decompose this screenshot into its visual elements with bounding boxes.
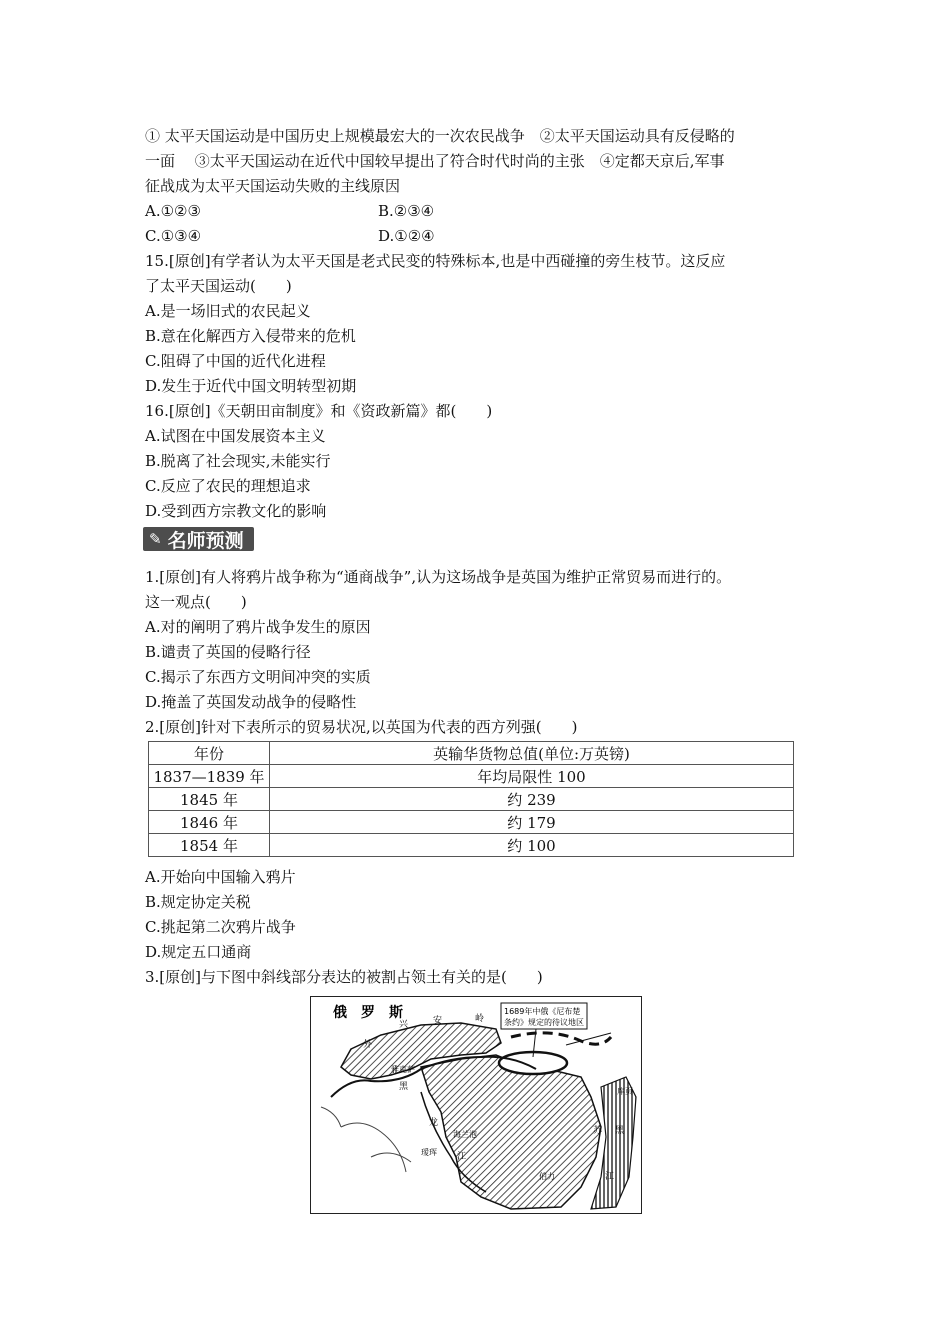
p2-option-a[interactable]: A.开始向中国输入鸦片 [145,868,296,886]
p2-option-b[interactable]: B.规定协定关税 [145,893,251,911]
p3-stem: 3.[原创]与下图中斜线部分表达的被割占领土有关的是( ) [145,968,543,986]
q14-options-row [145,199,805,224]
ceded-region-east [421,1055,601,1209]
table-row [149,788,794,811]
p1-stem-line: 1.[原创]有人将鸦片战争称为“通商战争”,认为这场战争是英国为维护正常贸易而进行的。 [145,568,732,586]
map-callout-line1: 1689年中俄《尼布楚 [504,1007,581,1016]
map-title: 俄 罗 斯 [333,1005,403,1021]
trade-table [148,741,794,857]
q16-stem: 16.[原创]《天朝田亩制度》和《资政新篇》都( ) [145,402,493,420]
table-cell-year: 1837—1839 年 [149,765,270,788]
map-label-jiang: 江 [457,1152,467,1162]
table-row [149,765,794,788]
map-label-an: 安 [433,1016,443,1026]
map-graphic [311,997,641,1213]
p1-stem-line: 这一观点( ) [145,593,247,611]
map-label-heijiang: 黑 [615,1126,625,1136]
table-cell-value: 约 179 [270,811,794,834]
map-label-jiang2: 江 [605,1172,615,1182]
document-page [145,124,805,1214]
section-badge-label: 名师预测 [167,529,244,552]
q14-option-d[interactable]: D.①②④ [378,227,435,245]
section-badge [143,527,254,551]
map-label-kuye: 库页 [617,1087,633,1096]
table-header-row [149,742,794,765]
q15-stem-line: 了太平天国运动( ) [145,277,292,295]
q14-option-a[interactable]: A.①②③ [145,202,201,220]
p1-option-c[interactable]: C.揭示了东西方文明间冲突的实质 [145,668,371,686]
map-callout-line2: 条约》规定的待议地区 [504,1018,584,1027]
map-label-ling: 岭 [475,1014,485,1024]
map-label-hei: 黑 [399,1082,409,1092]
q16-option-d[interactable]: D.受到西方宗教文化的影响 [145,502,327,520]
territory-map [310,996,642,1214]
table-row [149,834,794,857]
pencil-ruler-icon: ✎ [149,530,162,548]
q14-option-b[interactable]: B.②③④ [378,202,435,220]
q14-statement-line: 征战成为太平天国运动失败的主线原因 [145,177,401,195]
table-row [149,811,794,834]
q15-option-a[interactable]: A.是一场旧式的农民起义 [145,302,311,320]
table-cell-value: 约 239 [270,788,794,811]
map-label-hailanpao: 海兰泡 [453,1130,477,1139]
q15-option-b[interactable]: B.意在化解西方入侵带来的危机 [145,327,356,345]
p1-option-d[interactable]: D.掩盖了英国发动战争的侵略性 [145,693,357,711]
map-label-yakesa: 雅克萨 [391,1065,415,1074]
map-label-long: 龙 [429,1118,439,1128]
q16-option-c[interactable]: C.反应了农民的理想追求 [145,477,311,495]
table-cell-year: 1846 年 [149,811,270,834]
table-cell-value: 约 100 [270,834,794,857]
p2-option-c[interactable]: C.挑起第二次鸦片战争 [145,918,296,936]
q15-option-c[interactable]: C.阻碍了中国的近代化进程 [145,352,326,370]
p1-option-a[interactable]: A.对的阐明了鸦片战争发生的原因 [145,618,371,636]
table-cell-year: 1845 年 [149,788,270,811]
p2-stem: 2.[原创]针对下表所示的贸易状况,以英国为代表的西方列强( ) [145,718,578,736]
table-header-value: 英输华货物总值(单位:万英镑) [270,742,794,765]
q14-statement-line: ① 太平天国运动是中国历史上规模最宏大的一次农民战争 ②太平天国运动具有反侵略的 [145,127,735,145]
map-label-boli: 伯力 [539,1172,555,1181]
q14-option-c[interactable]: C.①③④ [145,227,202,245]
q15-option-d[interactable]: D.发生于近代中国文明转型初期 [145,377,357,395]
q15-stem-line: 15.[原创]有学者认为太平天国是老式民变的特殊标本,也是中西碰撞的旁生枝节。这反应 [145,252,726,270]
table-header-year: 年份 [149,742,270,765]
map-label-xing: 兴 [399,1020,409,1030]
p1-option-b[interactable]: B.谴责了英国的侵略行径 [145,643,311,661]
map-label-aihui: 瑷珲 [421,1148,437,1157]
p2-option-d[interactable]: D.规定五口通商 [145,943,252,961]
q14-statement-line: 一面 ③太平天国运动在近代中国较早提出了符合时代时尚的主张 ④定都天京后,军事 [145,152,725,170]
q14-options-row [145,224,805,249]
table-cell-year: 1854 年 [149,834,270,857]
q16-option-b[interactable]: B.脱离了社会现实,未能实行 [145,452,331,470]
map-label-wai: 外 [363,1040,373,1050]
map-label-su: 苏 [593,1126,603,1136]
q16-option-a[interactable]: A.试图在中国发展资本主义 [145,427,326,445]
table-cell-value: 年均局限性 100 [270,765,794,788]
